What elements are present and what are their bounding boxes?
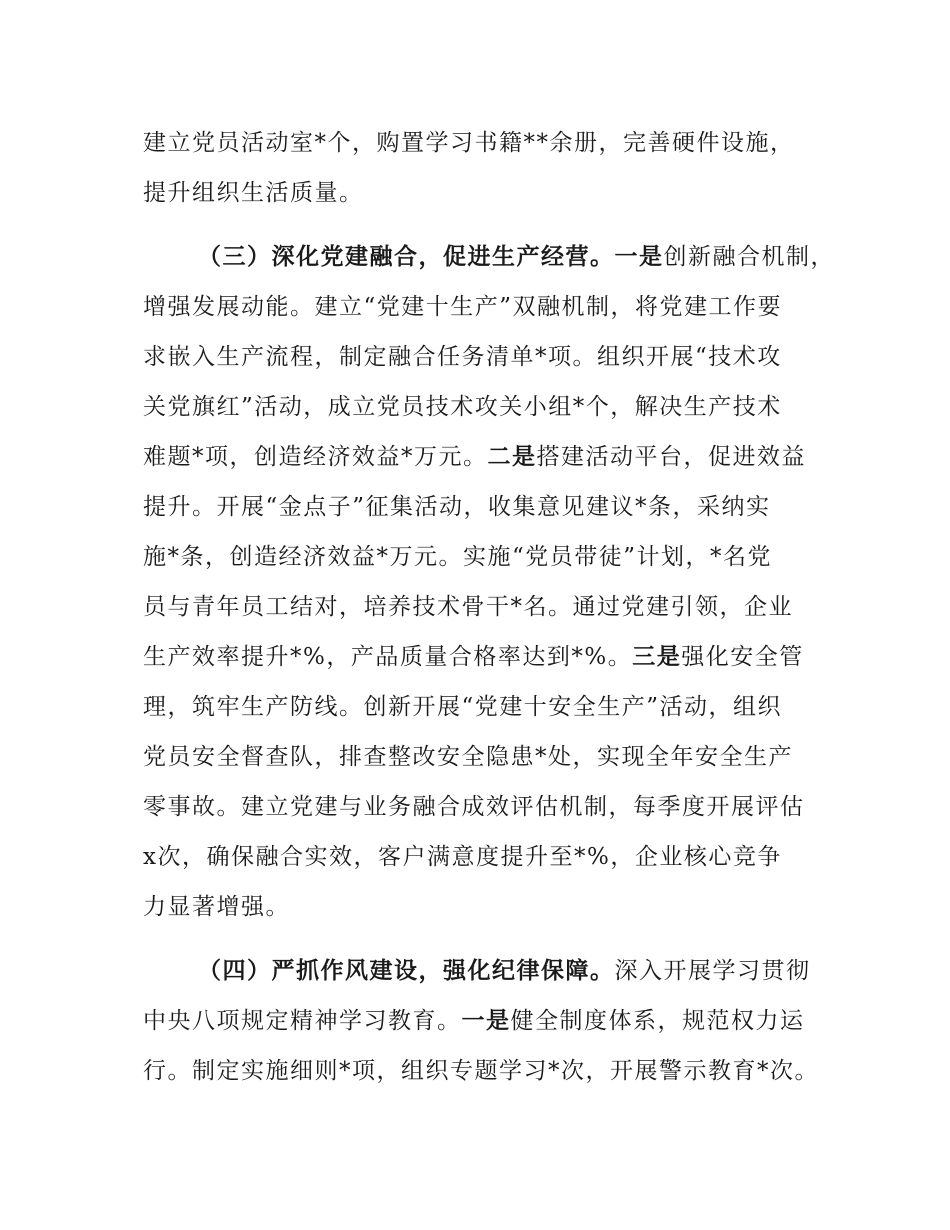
text-line xyxy=(143,543,772,571)
text-span: 提升组织生活质量。 xyxy=(143,180,364,206)
text-span: 健全制度体系，规范权力运 xyxy=(510,1008,805,1034)
text-span: 党员安全督查队，排查整改安全隐患*处，实现全年安全生产 xyxy=(143,744,793,770)
text-line xyxy=(143,1057,819,1085)
text-span: 强化安全管 xyxy=(681,644,804,670)
text-span: 关党旗红”活动，成立党员技术攻关小组*个，解决生产技术 xyxy=(143,394,782,420)
text-span: 生产效率提升*%，产品质量合格率达到*%。 xyxy=(143,644,633,670)
text-span: 求嵌入生产流程，制定融合任务清单*项。组织开展“技术攻 xyxy=(143,344,782,370)
text-span: 理，筑牢生产防线。创新开展“党建十安全生产”活动，组织 xyxy=(143,694,783,720)
text-span: 力显著增强。 xyxy=(143,894,290,920)
point-marker: 二是 xyxy=(487,444,537,470)
text-span: 创新融合机制， xyxy=(663,244,835,270)
text-line xyxy=(143,643,804,671)
text-span: x次，确保融合实效，客户满意度提升至*%，企业核心竞争 xyxy=(143,844,782,870)
text-span: 搭建活动平台，促进效益 xyxy=(536,444,806,470)
text-span: 行。制定实施细则*项，组织专题学习*次，开展警示教育*次。 xyxy=(143,1058,819,1084)
point-marker: 一是 xyxy=(614,244,664,270)
text-span: 深入开展学习贯彻 xyxy=(614,958,811,984)
text-line xyxy=(143,743,793,771)
text-line xyxy=(143,593,793,621)
section-heading: （三）深化党建融合，促进生产经营。 xyxy=(198,244,615,270)
text-line xyxy=(143,129,795,157)
text-span: 提升。开展“金点子”征集活动，收集意见建议*条，采纳实 xyxy=(143,494,771,520)
section-heading: （四）严抓作风建设，强化纪律保障。 xyxy=(198,958,615,984)
text-line xyxy=(143,793,805,821)
text-line xyxy=(143,179,364,207)
text-span: 增强发展动能。建立“党建十生产”双融机制，将党建工作要 xyxy=(143,294,783,320)
text-span: 难题*项，创造经济效益*万元。 xyxy=(143,444,488,470)
text-line xyxy=(143,293,782,321)
text-line xyxy=(143,1007,805,1035)
text-span: 员与青年员工结对，培养技术骨干*名。通过党建引领，企业 xyxy=(143,594,793,620)
text-line xyxy=(143,843,782,871)
text-span: 建立党员活动室*个，购置学习书籍**余册，完善硬件设施， xyxy=(143,130,795,156)
text-line xyxy=(143,893,290,921)
text-span: 中央八项规定精神学习教育。 xyxy=(143,1008,462,1034)
text-span: 施*条，创造经济效益*万元。实施“党员带徒”计划，*名党 xyxy=(143,544,773,570)
text-line xyxy=(143,393,782,421)
section-heading-line xyxy=(198,243,835,271)
text-line xyxy=(143,443,806,471)
point-marker: 一是 xyxy=(461,1008,511,1034)
text-span: 零事故。建立党建与业务融合成效评估机制，每季度开展评估 xyxy=(143,794,805,820)
text-line xyxy=(143,693,782,721)
point-marker: 三是 xyxy=(632,644,682,670)
section-heading-line xyxy=(198,957,811,985)
text-line xyxy=(143,493,771,521)
text-line xyxy=(143,343,782,371)
